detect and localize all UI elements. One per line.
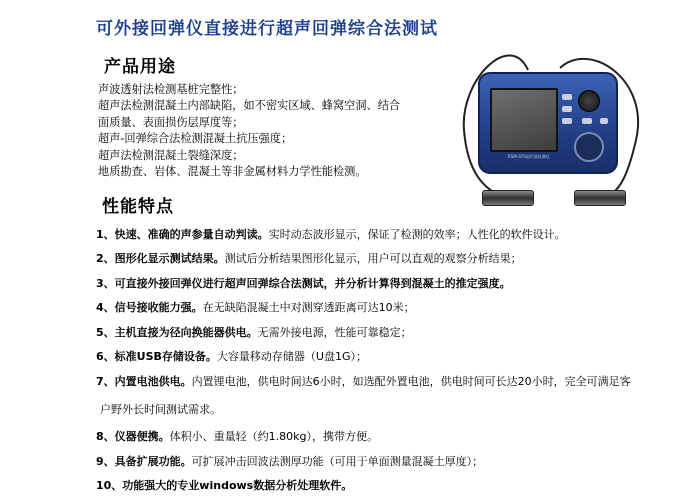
device-button bbox=[562, 118, 572, 124]
feature-item bbox=[96, 477, 352, 493]
feature-item bbox=[96, 275, 511, 291]
feature-title: 7、内置电池供电。 bbox=[96, 375, 192, 388]
feature-item bbox=[96, 250, 522, 266]
feature-desc: 测试后分析结果图形化显示，用户可以直观的观察分析结果； bbox=[224, 252, 522, 265]
uses-item: 地质勘查、岩体、混凝土等非金属材料力学性能检测。 bbox=[98, 165, 367, 179]
uses-item: 面质量、表面损伤层厚度等； bbox=[98, 115, 244, 129]
feature-desc: 大容量移动存储器（U盘1G）； bbox=[216, 350, 367, 363]
feature-title: 10、功能强大的专业windows数据分析处理软件。 bbox=[96, 479, 353, 492]
feature-title: 2、图形化显示测试结果。 bbox=[96, 252, 225, 265]
feature-desc: 在无缺陷混凝土中对测穿透距离可达10米； bbox=[202, 301, 415, 314]
ultrasonic-tester-image bbox=[478, 72, 614, 170]
feature-item bbox=[96, 299, 415, 315]
uses-item: 声波透射法检测基桩完整性； bbox=[98, 83, 244, 96]
device-button bbox=[562, 94, 572, 100]
feature-title: 5、主机直接为径向换能器供电。 bbox=[96, 326, 258, 339]
device-label: RSM-SY5超声波检测仪 bbox=[508, 154, 550, 159]
feature-desc: 体积小、重量轻（约1.80kg），携带方便。 bbox=[169, 430, 378, 443]
feature-title: 8、仪器便携。 bbox=[96, 430, 170, 443]
feature-desc: 户野外长时间测试需求。 bbox=[100, 403, 221, 416]
uses-item: 超声-回弹综合法检测混凝土抗压强度； bbox=[98, 132, 293, 146]
device-button bbox=[582, 118, 592, 124]
feature-title: 3、可直接外接回弹仪进行超声回弹综合法测试，并分析计算得到混凝土的推定强度。 bbox=[96, 277, 511, 290]
device-button bbox=[562, 106, 572, 112]
feature-item bbox=[96, 324, 412, 340]
uses-heading: 产品用途 bbox=[104, 57, 176, 77]
feature-title: 1、快速、准确的声参量自动判读。 bbox=[96, 228, 269, 241]
feature-title: 9、具备扩展功能。 bbox=[96, 455, 192, 468]
uses-list bbox=[98, 82, 400, 180]
uses-item: 超声法检测混凝土裂缝深度； bbox=[98, 148, 244, 162]
knob-icon bbox=[578, 90, 600, 112]
feature-item bbox=[96, 453, 483, 469]
feature-desc: 无需外接电源，性能可靠稳定； bbox=[257, 326, 412, 339]
feature-item bbox=[96, 348, 367, 364]
features-heading: 性能特点 bbox=[102, 197, 174, 217]
feature-desc: 可扩展冲击回波法测厚功能（可用于单面测量混凝土厚度）； bbox=[191, 455, 484, 468]
feature-item bbox=[96, 226, 566, 242]
feature-item-continued bbox=[100, 401, 221, 417]
feature-desc: 内置锂电池，供电时间达6小时，如选配外置电池，供电时间可长达20小时，完全可满足客 bbox=[191, 375, 631, 388]
device-button bbox=[600, 118, 608, 124]
feature-title: 4、信号接收能力强。 bbox=[96, 301, 203, 314]
feature-desc: 实时动态波形显示，保证了检测的效率；人性化的软件设计。 bbox=[268, 228, 566, 241]
feature-item bbox=[96, 373, 631, 389]
probe-right-icon bbox=[574, 190, 626, 206]
page-title: 可外接回弹仪直接进行超声回弹综合法测试 bbox=[96, 19, 438, 39]
probe-left-icon bbox=[482, 190, 534, 206]
feature-title: 6、标准USB存储设备。 bbox=[96, 350, 217, 363]
uses-item: 超声法检测混凝土内部缺陷，如不密实区域、蜂窝空洞、结合 bbox=[98, 99, 401, 113]
feature-item bbox=[96, 428, 378, 444]
dpad-icon bbox=[574, 132, 604, 162]
device-screen bbox=[490, 88, 558, 152]
